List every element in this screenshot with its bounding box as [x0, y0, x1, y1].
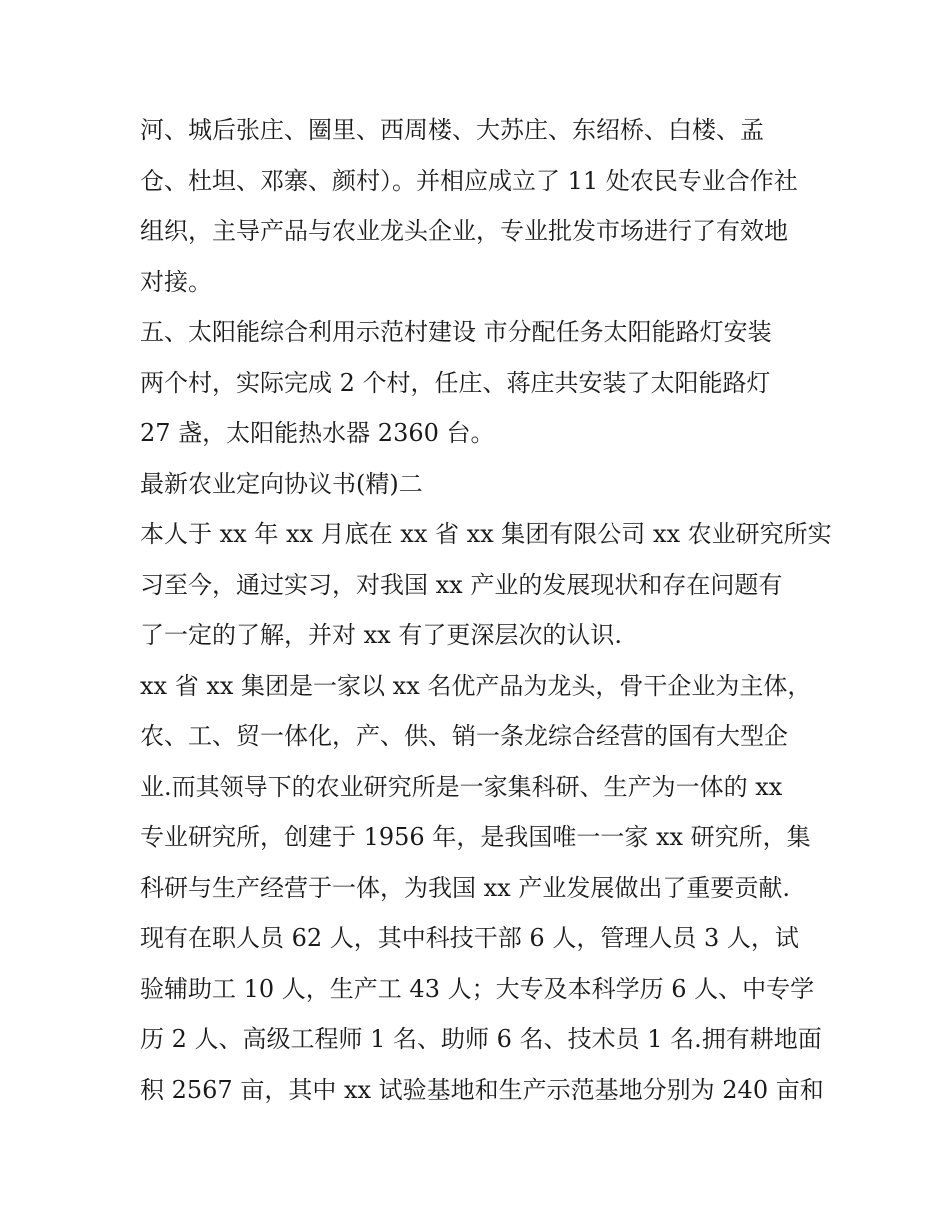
text-line: 27 盏，太阳能热水器 2360 台。	[140, 419, 495, 447]
text-line: 五、太阳能综合利用示范村建设 市分配任务太阳能路灯安装	[140, 318, 772, 346]
text-line: 仓、杜坦、邓寨、颜村）。并相应成立了 11 处农民专业合作社	[140, 166, 798, 195]
text-line: 两个村，实际完成 2 个村，任庄、蒋庄共安装了太阳能路灯	[140, 368, 771, 397]
document-body	[140, 105, 832, 1115]
text-line: 专业研究所，创建于 1956 年，是我国唯一一家 xx 研究所，集	[140, 823, 811, 851]
text-line: 河、城后张庄、圈里、西周楼、大苏庄、东绍桥、白楼、孟	[140, 116, 764, 144]
text-line: 习至今，通过实习，对我国 xx 产业的发展现状和存在问题有	[140, 570, 783, 599]
text-line: xx 省 xx 集团是一家以 xx 名优产品为龙头，骨干企业为主体，	[140, 671, 812, 700]
text-line: 对接。	[140, 267, 212, 296]
text-line: 验辅助工 10 人，生产工 43 人；大专及本科学历 6 人、中专学	[140, 974, 815, 1003]
text-line: 现有在职人员 62 人，其中科技干部 6 人，管理人员 3 人，试	[140, 924, 799, 952]
text-line: 积 2567 亩，其中 xx 试验基地和生产示范基地分别为 240 亩和	[140, 1075, 824, 1104]
text-line: 科研与生产经营于一体，为我国 xx 产业发展做出了重要贡献.	[140, 873, 790, 902]
text-line: 历 2 人、高级工程师 1 名、助师 6 名、技术员 1 名.拥有耕地面	[140, 1025, 822, 1053]
text-line: 农、工、贸一体化，产、供、销一条龙综合经营的国有大型企	[140, 722, 788, 750]
text-line: 组织，主导产品与农业龙头企业，专业批发市场进行了有效地	[140, 217, 788, 245]
text-line: 本人于 xx 年 xx 月底在 xx 省 xx 集团有限公司 xx 农业研究所实	[140, 520, 832, 548]
text-line: 了一定的了解，并对 xx 有了更深层次的认识.	[140, 621, 622, 649]
section-heading: 最新农业定向协议书(精)二	[140, 469, 423, 498]
text-line: 业.而其领导下的农业研究所是一家集科研、生产为一体的 xx	[140, 772, 783, 801]
